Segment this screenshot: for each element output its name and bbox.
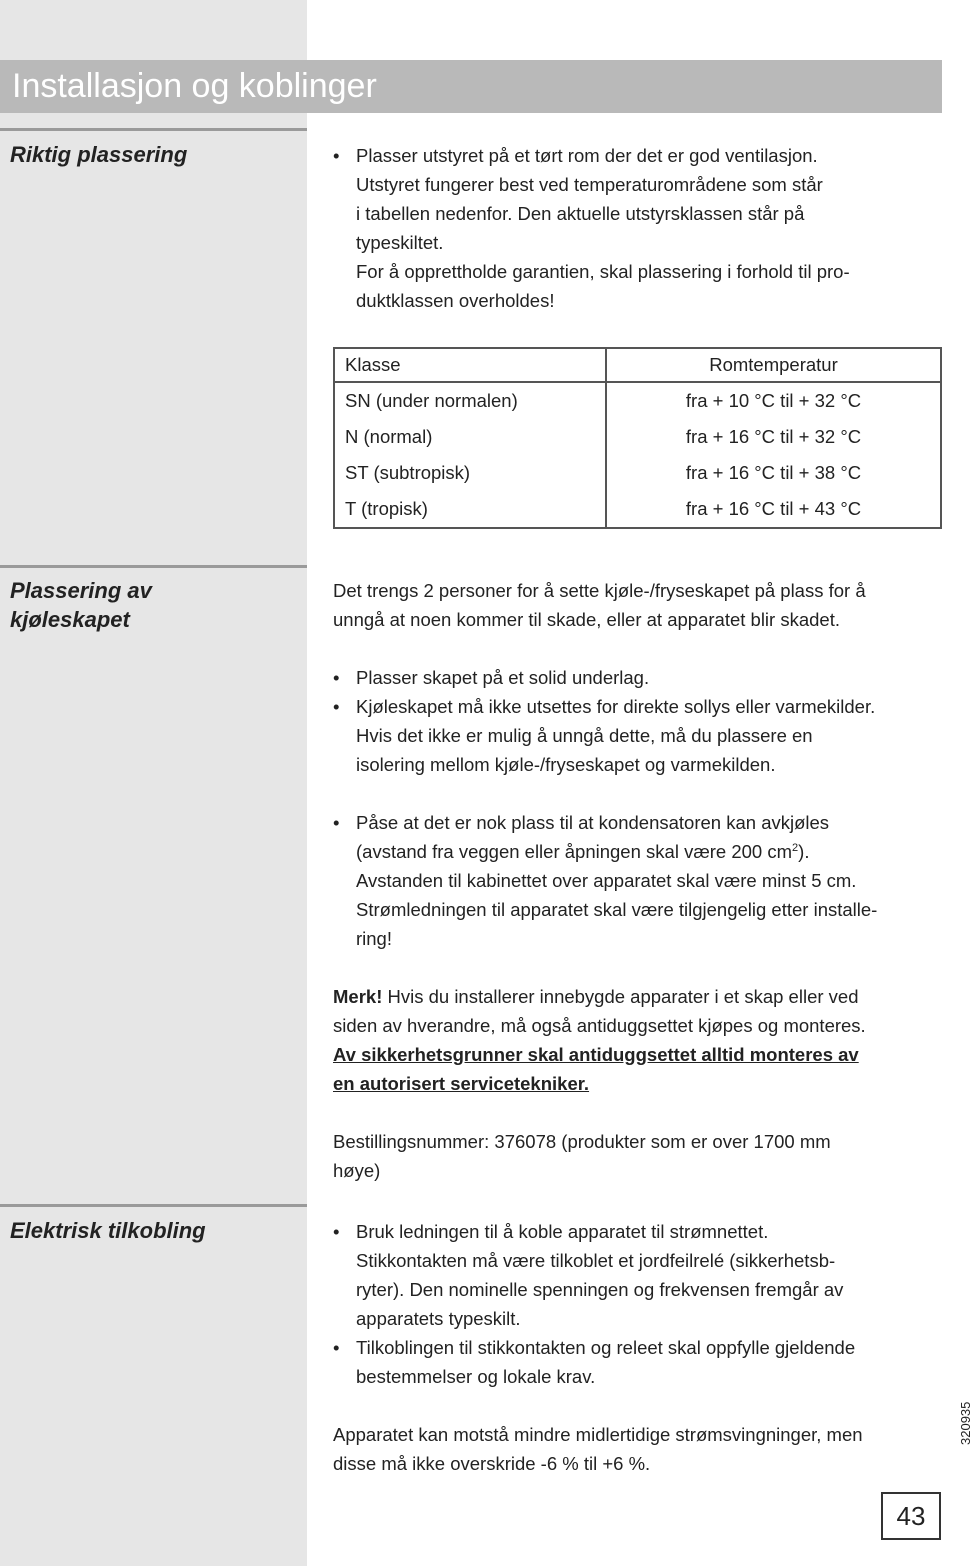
title-bar: [0, 60, 942, 113]
text-line: Plasser utstyret på et tørt rom der det er god ventilasjon.: [356, 145, 818, 166]
table-row: [334, 382, 941, 419]
table-cell: T (tropisk): [334, 491, 606, 528]
list-item: [333, 808, 943, 953]
riktig-plassering-content: [333, 141, 943, 315]
bullet-list: [333, 663, 943, 779]
table-row: [334, 491, 941, 528]
table-header-row: [334, 348, 941, 382]
column-header-klasse: Klasse: [334, 348, 606, 382]
table-cell: fra + 16 °C til + 38 °C: [606, 455, 941, 491]
text-line: Strømledningen til apparatet skal være tilgjengelig etter installe-: [356, 899, 878, 920]
text-line: Bestillingsnummer: 376078 (produkter som er over 1700 mm: [333, 1131, 831, 1152]
table-cell: SN (under normalen): [334, 382, 606, 419]
text-line: disse må ikke overskride -6 % til +6 %.: [333, 1453, 651, 1474]
list-item: [333, 141, 943, 315]
text-line: Tilkoblingen til stikkontakten og releet skal oppfylle gjeldende: [356, 1337, 856, 1358]
text-line: Påse at det er nok plass til at kondensatoren kan avkjøles: [356, 812, 830, 833]
bullet-list: [333, 141, 943, 315]
list-item: [333, 663, 943, 692]
section-heading-plassering: [10, 576, 152, 634]
text-line: isolering mellom kjøle-/fryseskapet og varmekilden.: [356, 754, 776, 775]
section-heading-elektrisk-tilkobling: Elektrisk tilkobling: [10, 1218, 206, 1243]
document-number: 320935: [958, 1401, 973, 1445]
table-cell: fra + 10 °C til + 32 °C: [606, 382, 941, 419]
text-fragment: ).: [798, 841, 810, 862]
plassering-content: [333, 576, 943, 1185]
elektrisk-content: [333, 1217, 943, 1478]
text-line: i tabellen nedenfor. Den aktuelle utstyrsklassen står på: [356, 203, 805, 224]
safety-warning-line: en autorisert servicetekniker.: [333, 1073, 590, 1094]
text-line: Avstanden til kabinettet over apparatet skal være minst 5 cm.: [356, 870, 857, 891]
closing-paragraph: [333, 1420, 943, 1478]
section-divider: [0, 565, 307, 568]
sidebar-background: [0, 0, 307, 1566]
bullet-list: [333, 808, 943, 953]
temperature-class-table: [333, 347, 942, 529]
safety-warning-line: Av sikkerhetsgrunner skal antiduggsettet alltid monteres av: [333, 1044, 859, 1065]
text-line: Hvis det ikke er mulig å unngå dette, må du plassere en: [356, 725, 813, 746]
text-line: Det trengs 2 personer for å sette kjøle-/fryseskapet på plass for å: [333, 580, 866, 601]
list-item: [333, 1333, 943, 1391]
table-cell: ST (subtropisk): [334, 455, 606, 491]
heading-line: kjøleskapet: [10, 607, 130, 632]
table-cell: fra + 16 °C til + 43 °C: [606, 491, 941, 528]
intro-paragraph: [333, 576, 943, 634]
text-line: ring!: [356, 928, 392, 949]
section-divider: [0, 1204, 307, 1207]
column-header-romtemperatur: Romtemperatur: [606, 348, 941, 382]
table-row: [334, 419, 941, 455]
section-heading-riktig-plassering: Riktig plassering: [10, 142, 188, 167]
text-fragment: Hvis du installerer innebygde apparater i et skap eller ved: [382, 986, 859, 1007]
text-line: Plasser skapet på et solid underlag.: [356, 667, 650, 688]
bullet-list: [333, 1217, 943, 1391]
table-cell: fra + 16 °C til + 32 °C: [606, 419, 941, 455]
text-line: duktklassen overholdes!: [356, 290, 555, 311]
heading-line: Plassering av: [10, 578, 152, 603]
note-paragraph: [333, 982, 943, 1098]
text-line: høye): [333, 1160, 381, 1181]
text-line: siden av hverandre, må også antiduggsettet kjøpes og monteres.: [333, 1015, 866, 1036]
text-line: Bruk ledningen til å koble apparatet til strømnettet.: [356, 1221, 769, 1242]
page-number: 43: [881, 1492, 941, 1540]
text-line: unngå at noen kommer til skade, eller at apparatet blir skadet.: [333, 609, 840, 630]
list-item: [333, 692, 943, 779]
text-line: bestemmelser og lokale krav.: [356, 1366, 596, 1387]
text-line: Utstyret fungerer best ved temperaturområdene som står: [356, 174, 823, 195]
text-line: For å opprettholde garantien, skal plassering i forhold til pro-: [356, 261, 850, 282]
text-line: Kjøleskapet må ikke utsettes for direkte sollys eller varmekilder.: [356, 696, 876, 717]
list-item: [333, 1217, 943, 1333]
section-divider: [0, 128, 307, 131]
table-cell: N (normal): [334, 419, 606, 455]
superscript: 2: [792, 841, 799, 854]
text-line: Apparatet kan motstå mindre midlertidige strømsvingninger, men: [333, 1424, 863, 1445]
text-line: (avstand fra veggen eller åpningen skal være 200 cm: [356, 841, 793, 862]
note-label: Merk!: [333, 986, 383, 1007]
order-number-paragraph: [333, 1127, 943, 1185]
text-line: typeskiltet.: [356, 232, 444, 253]
table-row: [334, 455, 941, 491]
text-line: Stikkontakten må være tilkoblet et jordfeilrelé (sikkerhetsb-: [356, 1250, 836, 1271]
page-title: Installasjon og koblinger: [12, 67, 377, 105]
text-line: ryter). Den nominelle spenningen og frekvensen fremgår av: [356, 1279, 844, 1300]
text-line: apparatets typeskilt.: [356, 1308, 521, 1329]
